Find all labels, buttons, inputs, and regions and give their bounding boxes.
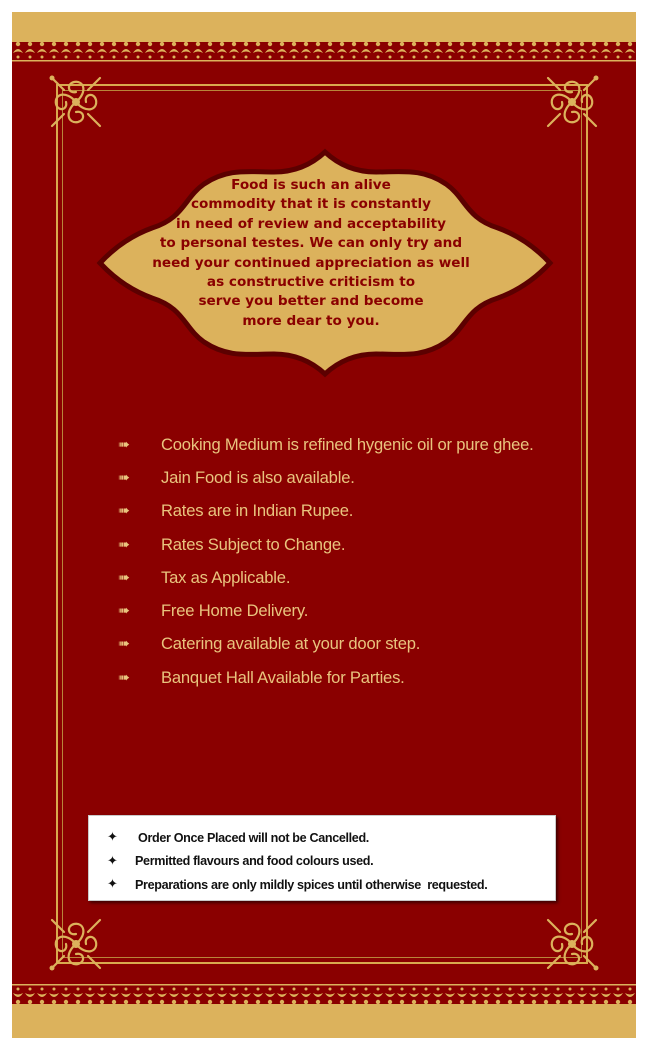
corner-ornament-icon bbox=[46, 914, 106, 974]
note-text: Rates are in Indian Rupee. bbox=[161, 501, 354, 521]
conditions-list bbox=[107, 826, 555, 897]
corner-ornament-icon bbox=[542, 72, 602, 132]
list-item bbox=[118, 495, 598, 528]
condition-text: Preparations are only mildly spices until otherwise requested. bbox=[135, 877, 488, 892]
arrow-bullet-icon: ➠ bbox=[118, 569, 130, 586]
quote-line: commodity that it is constantly bbox=[190, 196, 432, 213]
quote-line: Food is such an alive bbox=[231, 177, 391, 193]
list-item bbox=[118, 528, 598, 561]
arrow-bullet-icon: ➠ bbox=[118, 436, 130, 453]
quote-line: as constructive criticism to bbox=[206, 274, 416, 291]
top-lace-border bbox=[12, 40, 636, 62]
arrow-bullet-icon: ➠ bbox=[118, 636, 130, 653]
list-item bbox=[118, 628, 598, 661]
top-gold-band bbox=[12, 12, 636, 40]
note-text: Catering available at your door step. bbox=[161, 634, 421, 654]
four-point-star-icon: ✦ bbox=[107, 877, 118, 893]
quote-line: need your continued appreciation as well bbox=[152, 254, 470, 271]
quote-text bbox=[152, 176, 470, 331]
condition-text: Permitted flavours and food colours used. bbox=[135, 854, 374, 869]
list-item bbox=[107, 826, 555, 850]
quote-line: in need of review and acceptability bbox=[176, 215, 446, 232]
menu-page bbox=[12, 12, 636, 1038]
arrow-bullet-icon: ➠ bbox=[118, 469, 130, 486]
corner-ornament-icon bbox=[542, 914, 602, 974]
quote-line: serve you better and become bbox=[198, 293, 424, 310]
arrow-bullet-icon: ➠ bbox=[118, 669, 130, 686]
menu-notes-list bbox=[118, 428, 598, 694]
four-point-star-icon: ✦ bbox=[107, 830, 118, 846]
conditions-box bbox=[88, 815, 556, 901]
list-item bbox=[118, 461, 598, 494]
list-item bbox=[107, 873, 555, 897]
bottom-lace-border bbox=[12, 984, 636, 1006]
list-item bbox=[107, 850, 555, 874]
quote-line: more dear to you. bbox=[242, 312, 380, 329]
arrow-bullet-icon: ➠ bbox=[118, 603, 130, 620]
corner-ornament-icon bbox=[46, 72, 106, 132]
list-item bbox=[118, 561, 598, 594]
bottom-gold-band bbox=[12, 1006, 636, 1038]
note-text: Tax as Applicable. bbox=[161, 567, 291, 587]
arrow-bullet-icon: ➠ bbox=[118, 503, 130, 520]
note-text: Rates Subject to Change. bbox=[161, 534, 346, 554]
note-text: Banquet Hall Available for Parties. bbox=[161, 667, 405, 687]
note-text: Cooking Medium is refined hygenic oil or pure ghee. bbox=[161, 434, 534, 454]
list-item bbox=[118, 428, 598, 461]
quote-line: to personal testes. We can only try and bbox=[159, 235, 463, 252]
condition-text: Order Once Placed will not be Cancelled. bbox=[138, 830, 369, 845]
note-text: Free Home Delivery. bbox=[161, 601, 309, 621]
note-text: Jain Food is also available. bbox=[161, 467, 355, 487]
list-item bbox=[118, 594, 598, 627]
four-point-star-icon: ✦ bbox=[107, 853, 118, 869]
arrow-bullet-icon: ➠ bbox=[118, 536, 130, 553]
list-item bbox=[118, 661, 598, 694]
